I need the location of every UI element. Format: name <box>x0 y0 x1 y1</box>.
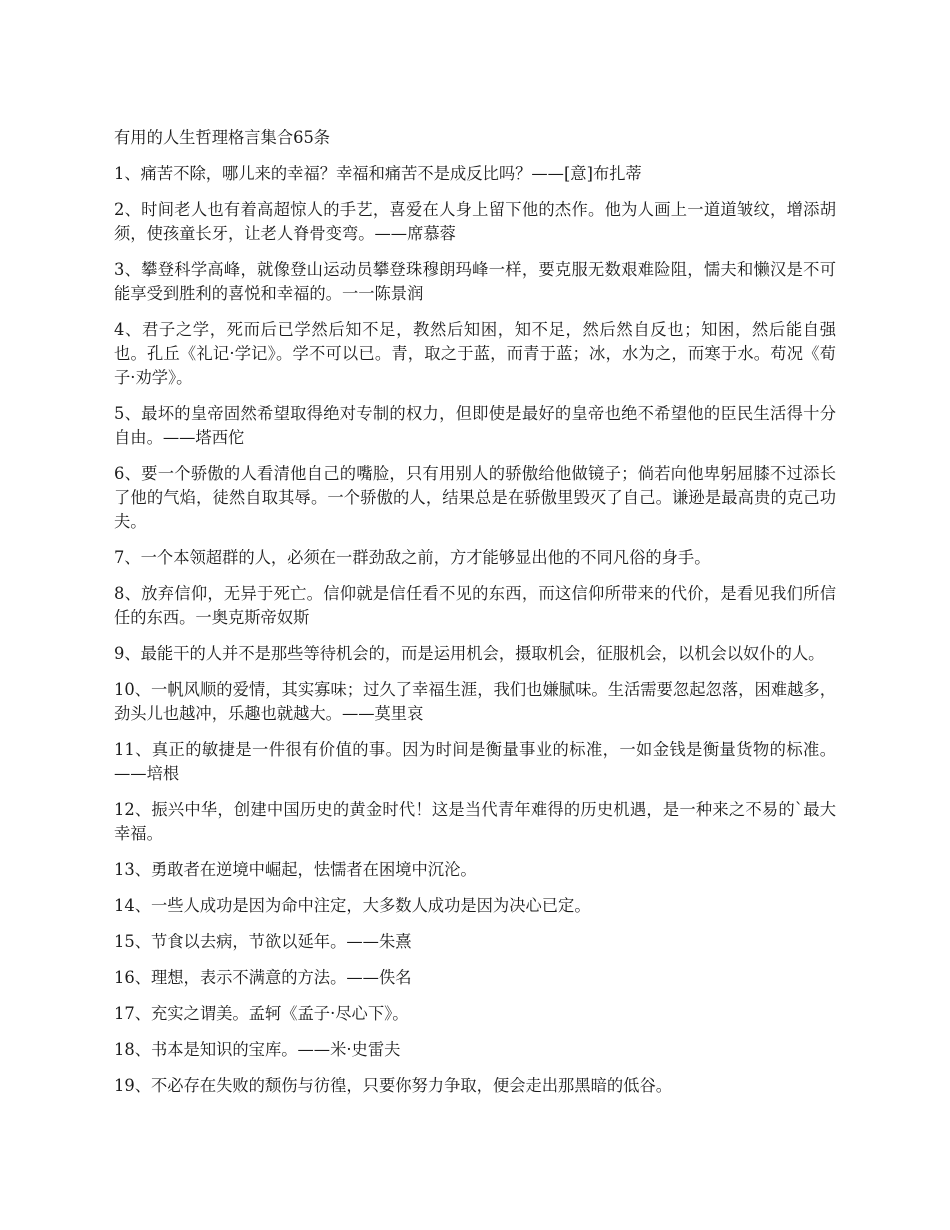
quote-item: 19、不必存在失败的颓伤与彷徨，只要你努力争取，便会走出那黑暗的低谷。 <box>114 1076 673 1095</box>
quote-item: 14、一些人成功是因为命中注定，大多数人成功是因为决心已定。 <box>114 896 591 915</box>
quote-item: 2、时间老人也有着高超惊人的手艺，喜爱在人身上留下他的杰作。他为人画上一道道皱纹，增添胡须，使孩童长牙，让老人脊骨变弯。——席慕蓉 <box>114 200 836 243</box>
quote-item: 9、最能干的人并不是那些等待机会的，而是运用机会，摄取机会，征服机会，以机会以奴仆的人。 <box>114 644 825 663</box>
quote-list <box>114 162 836 1098</box>
quote-item: 5、最坏的皇帝固然希望取得绝对专制的权力，但即使是最好的皇帝也绝不希望他的臣民生活得十分自由。——塔西佗 <box>114 404 836 447</box>
quote-item: 7、一个本领超群的人，必须在一群劲敌之前，方才能够显出他的不同凡俗的身手。 <box>114 548 711 567</box>
quote-item: 17、充实之谓美。孟轲《孟子·尽心下》。 <box>114 1004 409 1023</box>
quote-item: 12、振兴中华，创建中国历史的黄金时代！这是当代青年难得的历史机遇，是一种来之不易的`最大幸福。 <box>114 800 836 843</box>
quote-item: 8、放弃信仰，无异于死亡。信仰就是信任看不见的东西，而这信仰所带来的代价，是看见我们所信任的东西。一奥克斯帝奴斯 <box>114 584 836 627</box>
quote-item: 1、痛苦不除，哪儿来的幸福？幸福和痛苦不是成反比吗？——[意]布扎蒂 <box>114 164 642 183</box>
quote-item: 3、攀登科学高峰，就像登山运动员攀登珠穆朗玛峰一样，要克服无数艰难险阻，懦夫和懒汉是不可能享受到胜利的喜悦和幸福的。一一陈景润 <box>114 260 836 303</box>
quote-item: 18、书本是知识的宝库。——米·史雷夫 <box>114 1040 401 1059</box>
quote-item: 11、真正的敏捷是一件很有价值的事。因为时间是衡量事业的标准，一如金钱是衡量货物的标准。——培根 <box>114 740 836 783</box>
quote-item: 4、君子之学，死而后已学然后知不足，教然后知困，知不足，然后然自反也；知困，然后能自强也。孔丘《礼记·学记》。学不可以已。青，取之于蓝，而青于蓝；冰，水为之，而寒于水。苟况《荀子·劝学》。 <box>114 320 836 387</box>
document-title: 有用的人生哲理格言集合65条 <box>114 128 331 147</box>
quote-item: 15、节食以去病，节欲以延年。——朱熹 <box>114 932 412 951</box>
quote-item: 10、一帆风顺的爱情，其实寡味；过久了幸福生涯，我们也嫌腻味。生活需要忽起忽落，困难越多，劲头儿也越冲，乐趣也就越大。——莫里哀 <box>114 680 836 723</box>
quote-item: 16、理想，表示不满意的方法。——佚名 <box>114 968 412 987</box>
quote-item: 13、勇敢者在逆境中崛起，怯懦者在困境中沉沦。 <box>114 860 477 879</box>
document-body <box>114 126 836 1110</box>
quote-item: 6、要一个骄傲的人看清他自己的嘴脸，只有用别人的骄傲给他做镜子；倘若向他卑躬屈膝不过添长了他的气焰，徒然自取其辱。一个骄傲的人，结果总是在骄傲里毁灭了自己。谦逊是最高贵的克己功夫。 <box>114 464 836 531</box>
